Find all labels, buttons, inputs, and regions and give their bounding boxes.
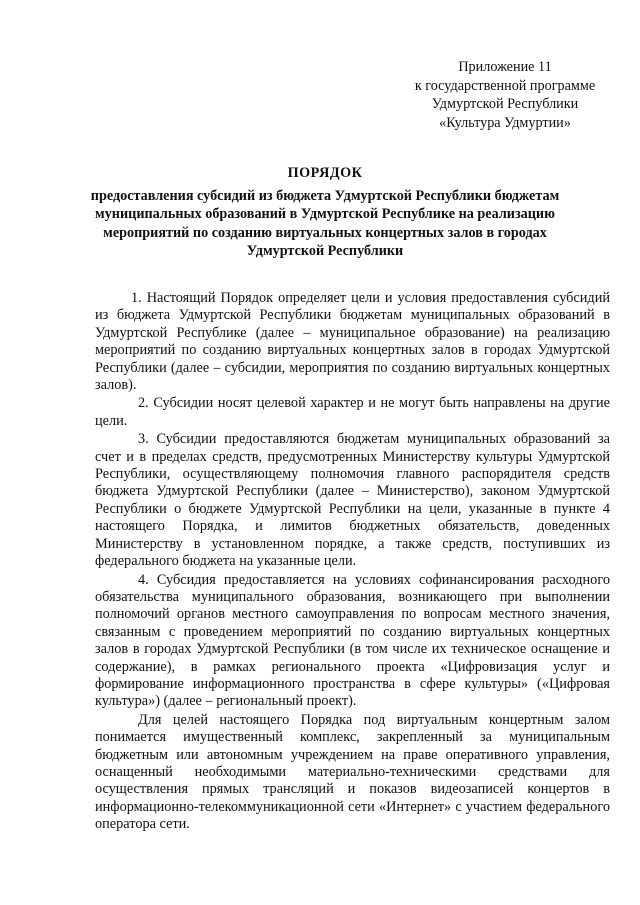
title-heading: ПОРЯДОК: [287, 165, 363, 181]
annex-republic-line: Удмуртской Республики: [431, 96, 579, 112]
annex-program-name: «Культура Удмуртии»: [439, 114, 571, 131]
title-subtitle: предоставления субсидий из бюджета Удмуртской Республики бюджетам муниципальных образований в Удмуртской Республике на реализацию мероприятий по созданию виртуальных концертных залов в городах Удмуртской Республики: [90, 187, 560, 259]
document-body: [95, 290, 610, 835]
paragraph-3: 3. Субсидии предоставляются бюджетам муниципальных образований за счет и в пределах средств, предусмотренных Министерству культуры Удмуртской Республики, осуществляющему полномочия главного распорядителя средств бюджета Удмуртской Республики (далее – Министерство), законом Удмуртской Республики о бюджете Удмуртской Республики на цели, указанные в пункте 4 настоящего Порядка, и лимитов бюджетных обязательств, доведенных Министерству в установленном порядке, а также средств, поступивших из федерального бюджета на указанные цели.: [95, 431, 610, 570]
paragraph-2: 2. Субсидии носят целевой характер и не могут быть направлены на другие цели.: [95, 395, 610, 429]
paragraph-5: Для целей настоящего Порядка под виртуальным концертным залом понимается имущественный комплекс, закрепленный за муниципальным бюджетным или автономным учреждением на праве оперативного управления, оснащенный необходимыми материально-техническими средствами для осуществления прямых трансляций и показов видеозаписей концертов в информационно-телекоммуникационной сети «Интернет» с участием федерального оператора сети.: [95, 711, 610, 833]
paragraph-4: 4. Субсидия предоставляется на условиях софинансирования расходного обязательства муниципального образования, возникающего при выполнении полномочий органов местного самоуправления по вопросам местного значения, связанным с проведением мероприятий по созданию виртуальных концертных залов в городах Удмуртской Республики (в том числе их техническое оснащение и содержание), в рамках регионального проекта «Цифровизация услуг и формирование информационного пространства в сфере культуры» («Цифровая культура») (далее – региональный проект).: [95, 571, 610, 710]
annex-number: Приложение 11: [458, 59, 552, 75]
annex-header: [400, 58, 610, 132]
paragraph-1: 1. Настоящий Порядок определяет цели и условия предоставления субсидий из бюджета Удмуртской Республики бюджетам муниципальных образований в Удмуртской Республике (далее – муниципальное образование) на реализацию мероприятий по созданию виртуальных концертных залов в городах Удмуртской Республики (далее – субсидии, мероприятия по созданию виртуальных концертных залов).: [95, 290, 610, 394]
document-title: [90, 164, 560, 261]
annex-program-line: к государственной программе: [414, 77, 596, 94]
